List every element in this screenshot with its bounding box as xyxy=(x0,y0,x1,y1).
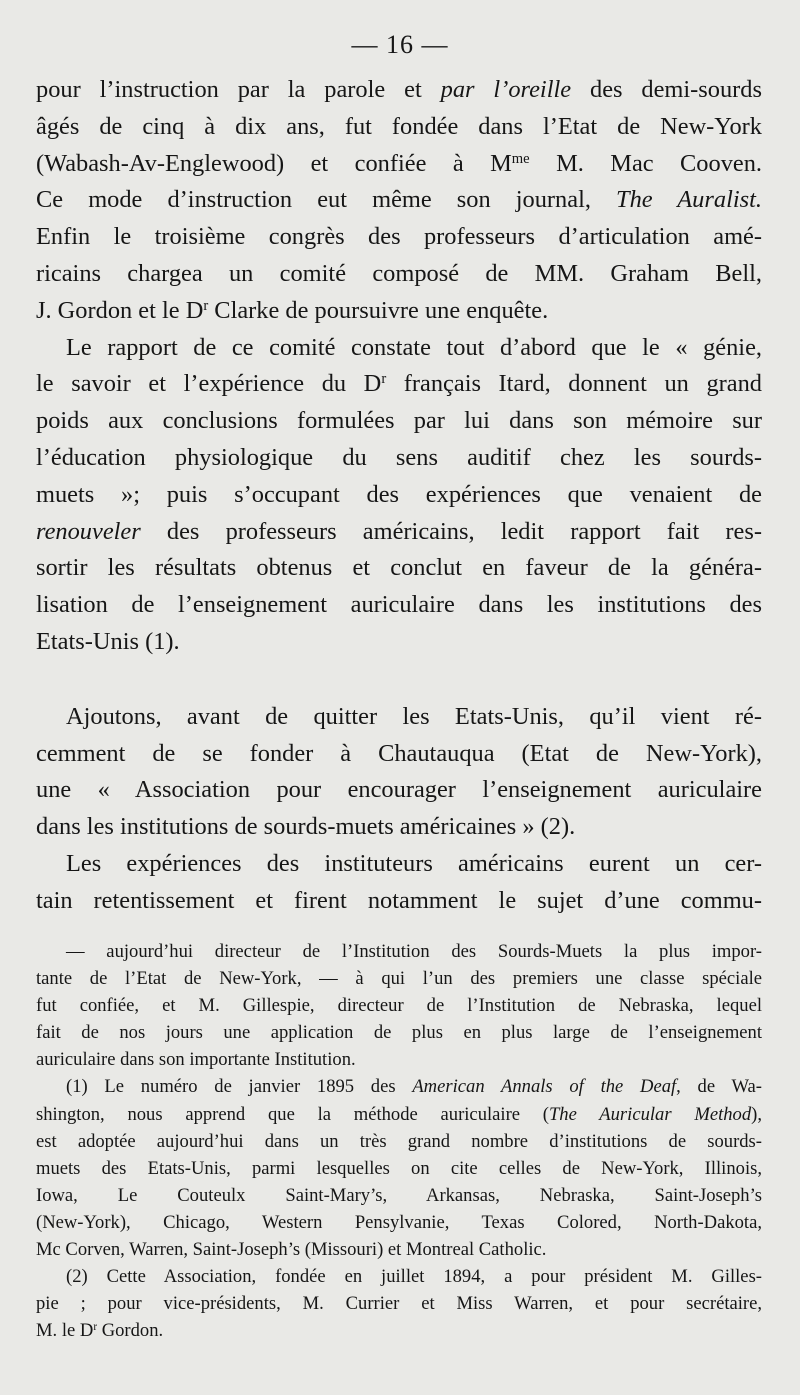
text-line: Le rapport de ce comité constate tout d’abord que le « génie, xyxy=(66,333,762,361)
footnote-continuation xyxy=(36,938,762,1073)
footnotes xyxy=(36,938,762,1344)
text-line: ricains chargea un comité composé de MM. Graham Bell, xyxy=(36,259,762,287)
text-line: pour l’instruction par la parole et par l’oreille des demi-sourds xyxy=(36,76,762,103)
text-line: Ce mode d’instruction eut même son journal, The Auralist. xyxy=(36,186,762,214)
footnote-line: (New-York), Chicago, Western Pensylvanie, Texas Colored, North-Dakota, xyxy=(36,1211,762,1233)
text-line: (Wabash-Av-Englewood) et confiée à $M^{me}$ M. Mac Cooven. xyxy=(36,149,763,177)
text-line: tain retentissement et firent notamment le sujet d’une commu- xyxy=(36,886,762,914)
paragraph-1 xyxy=(36,72,762,330)
text-line: lisation de l’enseignement auriculaire dans les institutions des xyxy=(36,591,762,619)
footnote-line: shington, nous apprend que la méthode auriculaire (The Auricular Method), xyxy=(36,1103,762,1125)
paragraph-4 xyxy=(36,846,762,920)
footnote-line: fait de nos jours une application de plus en plus large de l’enseignement xyxy=(36,1022,762,1044)
text-line: muets »; puis s’occupant des expériences que venaient de xyxy=(36,480,762,508)
footnote-line: est adoptée aujourd’hui dans un très grand nombre d’institutions de sourds- xyxy=(36,1130,762,1152)
footnote-line: — aujourd’hui directeur de l’Institution des Sourds-Muets la plus impor- xyxy=(66,941,762,962)
main-text xyxy=(36,72,762,920)
text-line: le savoir et l’expérience du $D^r$ français Itard, donnent un grand xyxy=(36,370,762,398)
text-line: Ajoutons, avant de quitter les Etats-Unis, qu’il vient ré- xyxy=(66,702,762,730)
text-line: renouveler des professeurs américains, ledit rapport fait res- xyxy=(36,517,762,545)
footnote-line: Iowa, Le Couteulx Saint-Mary’s, Arkansas, Nebraska, Saint-Joseph’s xyxy=(36,1184,762,1206)
text-line: dans les institutions de sourds-muets américaines » (2). xyxy=(36,813,576,841)
footnote-line: (2) Cette Association, fondée en juillet 1894, a pour président M. Gilles- xyxy=(66,1266,762,1288)
footnote-2 xyxy=(36,1263,762,1344)
footnote-line: (1) Le numéro de janvier 1895 des American Annals of the Deaf, de Wa- xyxy=(66,1076,762,1098)
footnote-line: fut confiée, et M. Gillespie, directeur de l’Institution de Nebraska, lequel xyxy=(36,995,762,1017)
section-gap xyxy=(36,661,762,699)
paragraph-3 xyxy=(36,699,762,846)
text-line: J. Gordon et le $D^r$ Clarke de poursuivre une enquête. xyxy=(36,296,549,324)
text-line: une « Association pour encourager l’enseignement auriculaire xyxy=(36,776,762,804)
text-line: poids aux conclusions formulées par lui dans son mémoire sur xyxy=(36,407,762,435)
footnote-line: tante de l’Etat de New-York, — à qui l’un des premiers une classe spéciale xyxy=(36,968,762,990)
text-line: sortir les résultats obtenus et conclut en faveur de la généra- xyxy=(36,554,762,582)
footnote-line: pie ; pour vice-présidents, M. Currier et Miss Warren, et pour secrétaire, xyxy=(36,1293,762,1315)
footnote-line: auriculaire dans son importante Institution. xyxy=(36,1049,356,1071)
text-line: âgés de cinq à dix ans, fut fondée dans l’Etat de New-York xyxy=(36,112,762,140)
footnote-line: muets des Etats-Unis, parmi lesquelles on cite celles de New-York, Illinois, xyxy=(36,1157,762,1179)
page-number: — 16 — xyxy=(351,30,449,59)
text-line: l’éducation physiologique du sens auditif chez les sourds- xyxy=(36,443,762,471)
text-line: Etats-Unis (1). xyxy=(36,627,180,655)
footnote-line: M. le $D^r$ Gordon. xyxy=(36,1320,164,1342)
text-line: Enfin le troisième congrès des professeurs d’articulation amé- xyxy=(36,223,762,251)
paragraph-2 xyxy=(36,330,762,661)
text-line: cemment de se fonder à Chautauqua (Etat de New-York), xyxy=(36,739,762,767)
footnote-1 xyxy=(36,1073,762,1263)
text-line: Les expériences des instituteurs américains eurent un cer- xyxy=(66,849,762,877)
footnote-line: Mc Corven, Warren, Saint-Joseph’s (Missouri) et Montreal Catholic. xyxy=(36,1239,547,1261)
